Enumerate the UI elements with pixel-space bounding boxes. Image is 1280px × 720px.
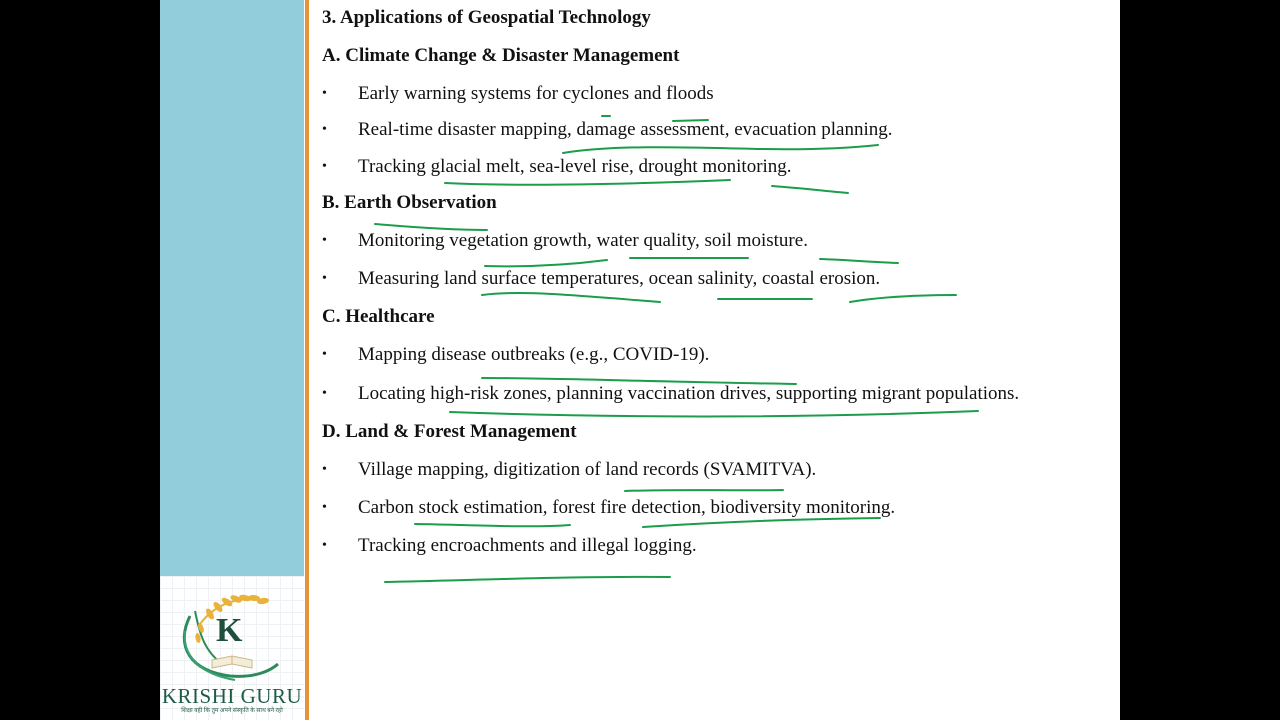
- bullet-icon: •: [322, 86, 327, 101]
- bullet-icon: •: [322, 233, 327, 248]
- list-item: • Monitoring vegetation growth, water quality, soil moisture.: [322, 230, 808, 251]
- section-heading-c: C. Healthcare: [322, 306, 435, 327]
- section-heading-b: B. Earth Observation: [322, 192, 497, 213]
- list-item: • Locating high-risk zones, planning vaccination drives, supporting migrant populations.: [322, 383, 1020, 404]
- bullet-icon: •: [322, 500, 327, 515]
- list-item: • Early warning systems for cyclones and floods: [322, 83, 714, 104]
- bullet-icon: •: [322, 462, 327, 477]
- slide-title: 3. Applications of Geospatial Technology: [322, 7, 651, 28]
- list-item: • Carbon stock estimation, forest fire detection, biodiversity monitoring.: [322, 497, 896, 518]
- slide: [160, 0, 1120, 720]
- section-heading-d: D. Land & Forest Management: [322, 421, 577, 442]
- slide-content: [322, 0, 1120, 720]
- bullet-icon: •: [322, 159, 327, 174]
- bullet-icon: •: [322, 386, 327, 401]
- list-item: • Tracking encroachments and illegal logging.: [322, 535, 697, 556]
- logo-name: KRISHI GURU: [161, 684, 303, 708]
- bullet-icon: •: [322, 538, 327, 553]
- list-item: • Tracking glacial melt, sea-level rise, drought monitoring.: [322, 156, 792, 177]
- section-heading-a: A. Climate Change & Disaster Management: [322, 45, 680, 66]
- logo-letter: K: [216, 612, 243, 649]
- accent-divider: [305, 0, 309, 720]
- bullet-icon: •: [322, 347, 327, 362]
- list-item: • Village mapping, digitization of land records (SVAMITVA).: [322, 459, 817, 480]
- list-item: • Measuring land surface temperatures, ocean salinity, coastal erosion.: [322, 268, 881, 289]
- bullet-icon: •: [322, 122, 327, 137]
- list-item: • Real-time disaster mapping, damage assessment, evacuation planning.: [322, 119, 893, 140]
- list-item: • Mapping disease outbreaks (e.g., COVID-19).: [322, 344, 710, 365]
- logo-tagline: शिक्षा वही कि तुम अपने संस्कृति के साथ बने रहो: [181, 708, 283, 714]
- left-color-panel: [160, 0, 304, 576]
- bullet-icon: •: [322, 271, 327, 286]
